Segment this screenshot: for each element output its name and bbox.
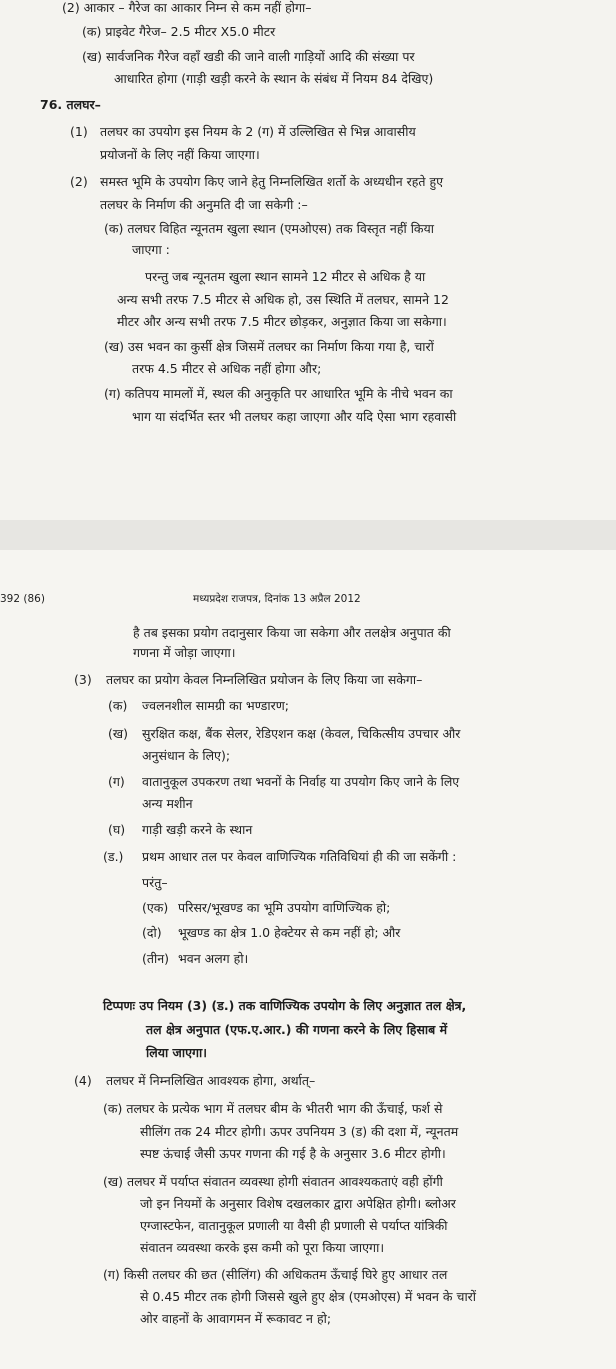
note-line: टिप्पणः उप नियम (3) (ड.) तक वाणिज्यिक उपयोग के लिए अनुज्ञात तल क्षेत्र,	[103, 998, 467, 1013]
clause-number: (4)	[74, 1073, 92, 1088]
section-heading: 76. तलघर–	[40, 97, 101, 112]
text-line: (ख) उस भवन का कुर्सी क्षेत्र जिसमें तलघर का निर्माण किया गया है, चारों	[104, 339, 434, 354]
text-line: गणना में जोड़ा जाएगा।	[133, 645, 236, 660]
gazette-header-title: मध्यप्रदेश राजपत्र, दिनांक 13 अप्रैल 2012	[193, 593, 361, 605]
clause-number: (1)	[70, 124, 88, 139]
text-line: भवन अलग हो।	[178, 951, 249, 966]
text-line: (ग) किसी तलघर की छत (सीलिंग) की अधिकतम ऊँचाई घिरे हुए आधार तल	[103, 1267, 448, 1282]
text-line: परिसर/भूखण्ड का भूमि उपयोग वाणिज्यिक हो;	[178, 900, 391, 915]
text-line: गाड़ी खड़ी करने के स्थान	[142, 822, 253, 837]
document-page-top	[0, 0, 616, 520]
clause-number: (तीन)	[142, 951, 170, 966]
text-line: ओर वाहनों के आवागमन में रूकावट न हो;	[140, 1311, 332, 1326]
clause-number: (ग)	[108, 774, 125, 789]
text-line: (2) आकार – गैरेज का आकार निम्न से कम नहीं होगा–	[62, 0, 312, 15]
text-line: अन्य सभी तरफ 7.5 मीटर से अधिक हो, उस स्थिति में तलघर, सामने 12	[117, 292, 449, 307]
text-line: आधारित होगा (गाड़ी खड़ी करने के स्थान के संबंध में नियम 84 देखिए)	[114, 71, 434, 86]
text-line: (ख) सार्वजनिक गैरेज वहाँ खडी की जाने वाली गाड़ियों आदि की संख्या पर	[82, 49, 415, 64]
clause-number: (दो)	[142, 925, 162, 940]
text-line: भूखण्ड का क्षेत्र 1.0 हेक्टेयर से कम नहीं हो; और	[178, 925, 401, 940]
text-line: मीटर और अन्य सभी तरफ 7.5 मीटर छोड़कर, अनुज्ञात किया जा सकेगा।	[117, 314, 447, 329]
text-line: से 0.45 मीटर तक होगी जिससे खुले हुए क्षेत्र (एमओएस) में भवन के चारों	[140, 1289, 477, 1304]
text-line: (क) तलघर विहित न्यूनतम खुला स्थान (एमओएस) तक विस्तृत नहीं किया	[104, 221, 435, 236]
text-line: सीलिंग तक 24 मीटर होगी। ऊपर उपनियम 3 (ड) की दशा में, न्यूनतम	[140, 1124, 459, 1139]
text-line: परंतु–	[142, 875, 168, 890]
text-line: परन्तु जब न्यूनतम खुला स्थान सामने 12 मीटर से अधिक है या	[145, 269, 426, 284]
text-line: भाग या संदर्भित स्तर भी तलघर कहा जाएगा और यदि ऐसा भाग रहवासी	[132, 409, 457, 424]
clause-number: (ख)	[108, 726, 128, 741]
page-gap	[0, 520, 616, 550]
page-number: 392 (86)	[0, 593, 45, 605]
text-line: तलघर का उपयोग इस नियम के 2 (ग) में उल्लिखित से भिन्न आवासीय	[100, 124, 416, 139]
note-line: लिया जाएगा।	[146, 1045, 207, 1060]
text-line: है तब इसका प्रयोग तदानुसार किया जा सकेगा और तलक्षेत्र अनुपात की	[133, 625, 451, 640]
clause-number: (घ)	[108, 822, 126, 837]
text-line: समस्त भूमि के उपयोग किए जाने हेतु निम्नलिखित शर्तो के अध्यधीन रहते हुए	[100, 174, 444, 189]
text-line: संवातन व्यवस्था करके इस कमी को पूरा किया जाएगा।	[140, 1240, 385, 1255]
text-line: (ख) तलघर में पर्याप्त संवातन व्यवस्था होगी संवातन आवश्यकताएं वही होंगी	[103, 1174, 443, 1189]
text-line: अन्य मशीन	[142, 796, 193, 811]
text-line: (क) प्राइवेट गैरेज– 2.5 मीटर X5.0 मीटर	[82, 24, 276, 39]
document-page-bottom	[0, 550, 616, 1369]
text-line: वातानुकूल उपकरण तथा भवनों के निर्वाह या उपयोग किए जाने के लिए	[142, 774, 460, 789]
text-line: तलघर में निम्नलिखित आवश्यक होगा, अर्थात्–	[106, 1073, 316, 1088]
clause-number: (3)	[74, 672, 92, 687]
clause-number: (2)	[70, 174, 88, 189]
text-line: तरफ 4.5 मीटर से अधिक नहीं होगा और;	[132, 361, 322, 376]
text-line: स्पष्ट ऊंचाई जैसी ऊपर गणना की गई है के अनुसार 3.6 मीटर होगी।	[140, 1146, 446, 1161]
text-line: तलघर का प्रयोग केवल निम्नलिखित प्रयोजन के लिए किया जा सकेगा–	[106, 672, 423, 687]
text-line: जाएगा :	[132, 242, 170, 257]
text-line: तलघर के निर्माण की अनुमति दी जा सकेगी :–	[100, 197, 308, 212]
text-line: एग्जास्टफेन, वातानुकूल प्रणाली या वैसी ही प्रणाली से पर्याप्त यांत्रिकी	[140, 1218, 448, 1233]
text-line: (ग) कतिपय मामलों में, स्थल की अनुकृति पर आधारित भूमि के नीचे भवन का	[104, 386, 453, 401]
text-line: जो इन नियमों के अनुसार विशेष दखलकार द्वारा अपेक्षित होगी। ब्लोअर	[140, 1196, 456, 1211]
text-line: अनुसंधान के लिए);	[142, 748, 231, 763]
text-line: (क) तलघर के प्रत्येक भाग में तलघर बीम के भीतरी भाग की ऊँचाई, फर्श से	[103, 1101, 443, 1116]
text-line: प्रथम आधार तल पर केवल वाणिज्यिक गतिविधियां ही की जा सकेंगी :	[142, 849, 457, 864]
text-line: ज्वलनशील सामग्री का भण्डारण;	[142, 698, 289, 713]
clause-number: (एक)	[142, 900, 169, 915]
text-line: प्रयोजनों के लिए नहीं किया जाएगा।	[100, 147, 260, 162]
clause-number: (क)	[108, 698, 128, 713]
clause-number: (ड.)	[103, 849, 124, 864]
text-line: सुरक्षित कक्ष, बैंक सेलर, रेडिएशन कक्ष (केवल, चिकित्सीय उपचार और	[142, 726, 461, 741]
note-line: तल क्षेत्र अनुपात (एफ.ए.आर.) की गणना करने के लिए हिसाब में	[146, 1022, 448, 1037]
